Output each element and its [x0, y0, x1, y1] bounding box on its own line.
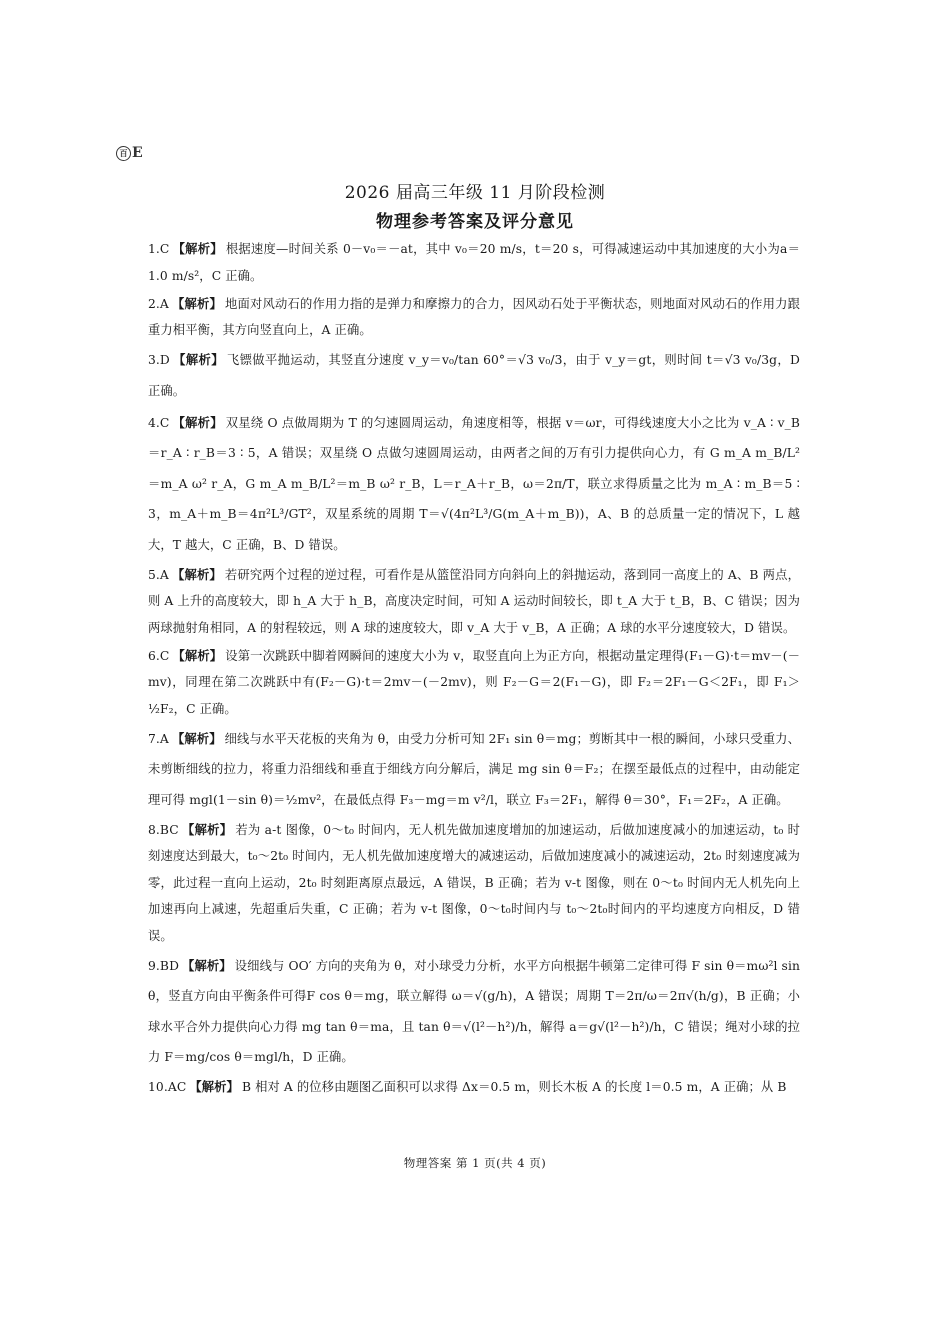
analysis-tag: 【解析】 [189, 1079, 239, 1094]
logo [116, 145, 143, 161]
answer-text: 若为 a-t 图像，0～t₀ 时间内，无人机先做加速度增加的加速运动，后做加速度减小的加速运动，t₀ 时刻速度达到最大，t₀～2t₀ 时间内，无人机先做加速度增大的减速运动，后做加速度减小的减速运动，2t₀ 时刻速度减为零，此过程一直向上运动，2t₀ 时刻距离原点最远，A 错误，B 正确；若为 v-t 图像，则在 0～t₀ 时间内无人机先向上加速再向上减速，先超重后失重，C 正确；若为 v-t 图像，0～t₀时间内与 t₀～2t₀时间内的平均速度方向相反，D 错误。 [148, 822, 800, 943]
answer-text: 若研究两个过程的逆过程，可看作是从篮筐沿同方向斜向上的斜抛运动，落到同一高度上的 A、B 两点，则 A 上升的高度较大，即 h_A 大于 h_B，高度决定时间，可知 A 运动时间较长，即 t_A 大于 t_B，B、C 错误；因为两球抛射角相同，A 的射程较远，则 A 球的速度较大，即 v_A 大于 v_B，A 正确；A 球的水平分速度较大，D 错误。 [148, 567, 800, 635]
answer-list [148, 236, 800, 1102]
answer-item-5 [148, 562, 800, 642]
analysis-tag: 【解析】 [172, 241, 223, 256]
answer-number: 5.A [148, 567, 169, 582]
analysis-tag: 【解析】 [181, 821, 233, 837]
analysis-tag: 【解析】 [172, 414, 223, 430]
answer-number: 6.C [148, 648, 170, 663]
answer-item-1 [148, 236, 800, 289]
answer-item-4 [148, 408, 800, 561]
page-subtitle: 物理参考答案及评分意见 [376, 212, 574, 232]
answer-number: 2.A [148, 296, 169, 311]
answer-number: 10.AC [148, 1080, 187, 1094]
answer-number: 1.C [148, 242, 170, 256]
page-title: 2026 届高三年级 11 月阶段检测 [344, 183, 606, 203]
logo-mark: 百 [116, 146, 131, 161]
answer-number: 4.C [148, 415, 170, 430]
answer-item-8 [148, 817, 800, 950]
answer-text: 根据速度—时间关系 0－v₀＝－at，其中 v₀＝20 m/s，t＝20 s，可得减速运动中其加速度的大小为a＝1.0 m/s²，C 正确。 [148, 242, 801, 283]
answer-item-6 [148, 643, 800, 723]
analysis-tag: 【解析】 [182, 957, 232, 973]
answer-text: B 相对 A 的位移由题图乙面积可以求得 Δx＝0.5 m，则长木板 A 的长度 l＝0.5 m，A 正确；从 B [241, 1080, 787, 1094]
analysis-tag: 【解析】 [172, 352, 224, 367]
answer-item-10 [148, 1074, 800, 1101]
answer-text: 地面对风动石的作用力指的是弹力和摩擦力的合力，因风动石处于平衡状态，则地面对风动石的作用力跟重力相平衡，其方向竖直向上，A 正确。 [148, 296, 801, 337]
answer-text: 双星绕 O 点做周期为 T 的匀速圆周运动，角速度相等，根据 v＝ωr，可得线速度大小之比为 v_A ∶ v_B＝r_A ∶ r_B＝3 ∶ 5，A 错误；双星绕 O 点做匀速圆周运动，由两者之间的万有引力提供向心力，有 G m_A m_B/L²＝m_A ω² r_A，G m_A m_B/L²＝m_B ω² r_B，L＝r_A＋r_B，ω＝2π/T，联立求得质量之比为 m_A ∶ m_B＝5 ∶ 3，m_A＋m_B＝4π²L³/GT²，双星系统的周期 T＝√(4π²L³/G(m_A＋m_B))，A、B 的总质量一定的情况下，L 越大，T 越大，C 正确，B、D 错误。 [148, 415, 800, 552]
logo-text: E [132, 145, 143, 161]
answer-number: 8.BC [148, 822, 179, 837]
analysis-tag: 【解析】 [172, 647, 223, 663]
answer-number: 7.A [148, 731, 169, 746]
analysis-tag: 【解析】 [171, 730, 222, 746]
answer-text: 细线与水平天花板的夹角为 θ，由受力分析可知 2F₁ sin θ＝mg；剪断其中一根的瞬间，小球只受重力、未剪断细线的拉力，将重力沿细线和垂直于细线方向分解后，满足 mg sin θ＝F₂；在摆至最低点的过程中，由动能定理可得 mgl(1－sin θ)＝½mv²，在最低点得 F₃－mg＝m v²/l，联立 F₃＝2F₁，解得 θ＝30°，F₁＝2F₂，A 正确。 [148, 731, 800, 807]
answer-item-7 [148, 724, 800, 816]
answer-text: 飞镖做平抛运动，其竖直分速度 v_y＝v₀/tan 60°＝√3 v₀/3，由于 v_y＝gt，则时间 t＝√3 v₀/3g，D 正确。 [148, 353, 801, 398]
analysis-tag: 【解析】 [171, 566, 222, 582]
answer-text: 设第一次跳跃中脚着网瞬间的速度大小为 v，取竖直向上为正方向，根据动量定理得(F₁－G)·t＝mv－(－mv)，同理在第二次跳跃中有(F₂－G)·t＝2mv－(－2mv)，则 F₂－G＝2(F₁－G)，即 F₂＝2F₁－G＜2F₁，即 F₁＞½F₂，C 正确。 [148, 648, 800, 716]
answer-item-9 [148, 951, 800, 1073]
answer-number: 9.BD [148, 958, 180, 973]
answer-number: 3.D [148, 353, 170, 367]
page-footer: 物理答案 第 1 页(共 4 页) [403, 1156, 547, 1170]
answer-item-2 [148, 291, 800, 344]
analysis-tag: 【解析】 [171, 295, 223, 311]
answer-item-3 [148, 345, 800, 406]
answer-text: 设细线与 OO′ 方向的夹角为 θ，对小球受力分析，水平方向根据牛顿第二定律可得 F sin θ＝mω²l sin θ，竖直方向由平衡条件可得F cos θ＝mg，联立解得 ω＝√(g/h)，A 错误；周期 T＝2π/ω＝2π√(h/g)，B 正确；小球水平合外力提供向心力得 mg tan θ＝ma，且 tan θ＝√(l²－h²)/h，解得 a＝g√(l²－h²)/h，C 错误；绳对小球的拉力 F＝mg/cos θ＝mgl/h，D 正确。 [148, 958, 800, 1064]
